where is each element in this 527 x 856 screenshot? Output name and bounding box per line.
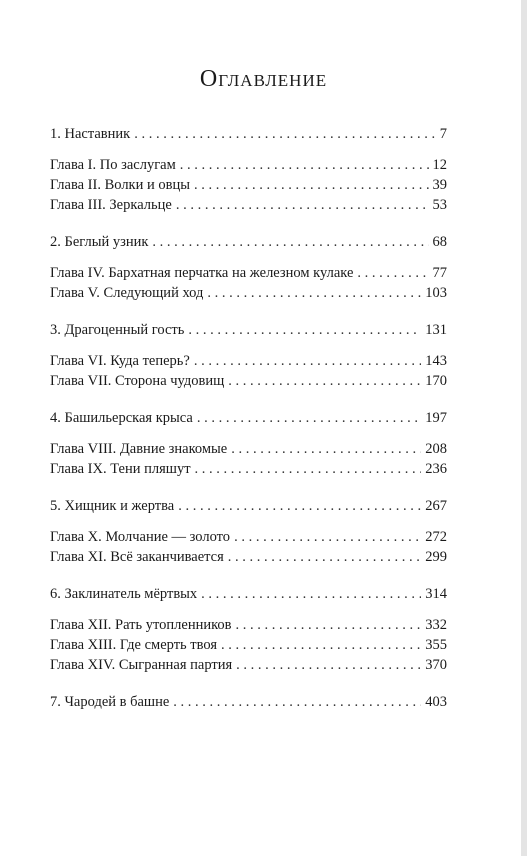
toc-part-group [50, 124, 447, 215]
dot-leader [178, 496, 421, 516]
page-number: 208 [425, 441, 447, 457]
part-title: 3. Драгоценный гость [50, 322, 185, 338]
chapter-title: Глава VI. Куда теперь? [50, 353, 190, 369]
page-number: 314 [425, 586, 447, 602]
toc-chapter-entry[interactable] [50, 655, 447, 675]
page-number: 370 [425, 657, 447, 673]
dot-leader [194, 351, 421, 371]
page-number: 170 [425, 373, 447, 389]
dot-leader [236, 655, 421, 675]
dot-leader [173, 692, 421, 712]
dot-leader [207, 283, 421, 303]
dot-leader [194, 175, 429, 195]
dot-leader [231, 439, 421, 459]
page-number: 68 [432, 234, 447, 250]
toc-part-entry[interactable] [50, 496, 447, 516]
page-number: 332 [425, 617, 447, 633]
page-number: 143 [425, 353, 447, 369]
page-number: 131 [425, 322, 447, 338]
chapter-title: Глава XII. Рать утопленников [50, 617, 232, 633]
chapter-title: Глава IV. Бархатная перчатка на железном кулаке [50, 265, 354, 281]
page-number: 39 [432, 177, 447, 193]
dot-leader [228, 371, 421, 391]
page-number: 197 [425, 410, 447, 426]
toc-chapter-entry[interactable] [50, 195, 447, 215]
chapter-title: Глава X. Молчание — золото [50, 529, 231, 545]
toc-part-group [50, 232, 447, 303]
part-title: 7. Чародей в башне [50, 694, 170, 710]
dot-leader [228, 547, 421, 567]
table-of-contents [50, 124, 447, 729]
toc-part-entry[interactable] [50, 320, 447, 340]
dot-leader [236, 615, 422, 635]
dot-leader [357, 263, 428, 283]
chapter-title: Глава XIII. Где смерть твоя [50, 637, 218, 653]
toc-chapter-entry[interactable] [50, 439, 447, 459]
toc-part-entry[interactable] [50, 584, 447, 604]
part-title: 2. Беглый узник [50, 234, 149, 250]
page-number: 355 [425, 637, 447, 653]
page-number: 53 [432, 197, 447, 213]
toc-chapter-entry[interactable] [50, 547, 447, 567]
chapter-title: Глава XI. Всё заканчивается [50, 549, 224, 565]
part-title: 1. Наставник [50, 126, 131, 142]
part-title: 6. Заклинатель мёртвых [50, 586, 198, 602]
toc-part-group [50, 408, 447, 479]
page-number: 267 [425, 498, 447, 514]
part-title: 4. Башильерская крыса [50, 410, 193, 426]
toc-part-group [50, 320, 447, 391]
toc-part-group [50, 584, 447, 675]
dot-leader [188, 320, 421, 340]
page-title: Оглавление [199, 66, 328, 92]
toc-part-entry[interactable] [50, 232, 447, 252]
toc-part-entry[interactable] [50, 692, 447, 712]
toc-chapter-entry[interactable] [50, 459, 447, 479]
chapter-title: Глава V. Следующий ход [50, 285, 204, 301]
toc-chapter-entry[interactable] [50, 283, 447, 303]
toc-chapter-entry[interactable] [50, 263, 447, 283]
chapter-title: Глава II. Волки и овцы [50, 177, 190, 193]
page-number: 299 [425, 549, 447, 565]
dot-leader [201, 584, 421, 604]
dot-leader [195, 459, 422, 479]
dot-leader [152, 232, 428, 252]
dot-leader [134, 124, 436, 144]
toc-chapter-entry[interactable] [50, 371, 447, 391]
dot-leader [197, 408, 421, 428]
toc-part-entry[interactable] [50, 408, 447, 428]
toc-chapter-entry[interactable] [50, 635, 447, 655]
dot-leader [176, 195, 429, 215]
dot-leader [180, 155, 429, 175]
chapter-title: Глава I. По заслугам [50, 157, 176, 173]
part-title: 5. Хищник и жертва [50, 498, 175, 514]
dot-leader [221, 635, 421, 655]
toc-chapter-entry[interactable] [50, 527, 447, 547]
toc-chapter-entry[interactable] [50, 351, 447, 371]
page-number: 272 [425, 529, 447, 545]
toc-part-group [50, 692, 447, 712]
chapter-title: Глава VII. Сторона чудовищ [50, 373, 225, 389]
page-number: 236 [425, 461, 447, 477]
page-edge [521, 0, 527, 856]
toc-chapter-entry[interactable] [50, 175, 447, 195]
page-number: 12 [432, 157, 447, 173]
chapter-title: Глава VIII. Давние знакомые [50, 441, 228, 457]
page-number: 103 [425, 285, 447, 301]
page-number: 403 [425, 694, 447, 710]
page-number: 7 [439, 126, 447, 142]
toc-chapter-entry[interactable] [50, 155, 447, 175]
toc-chapter-entry[interactable] [50, 615, 447, 635]
page-number: 77 [432, 265, 447, 281]
chapter-title: Глава XIV. Сыгранная партия [50, 657, 233, 673]
chapter-title: Глава III. Зеркальце [50, 197, 172, 213]
toc-part-entry[interactable] [50, 124, 447, 144]
toc-part-group [50, 496, 447, 567]
chapter-title: Глава IX. Тени пляшут [50, 461, 191, 477]
dot-leader [234, 527, 421, 547]
